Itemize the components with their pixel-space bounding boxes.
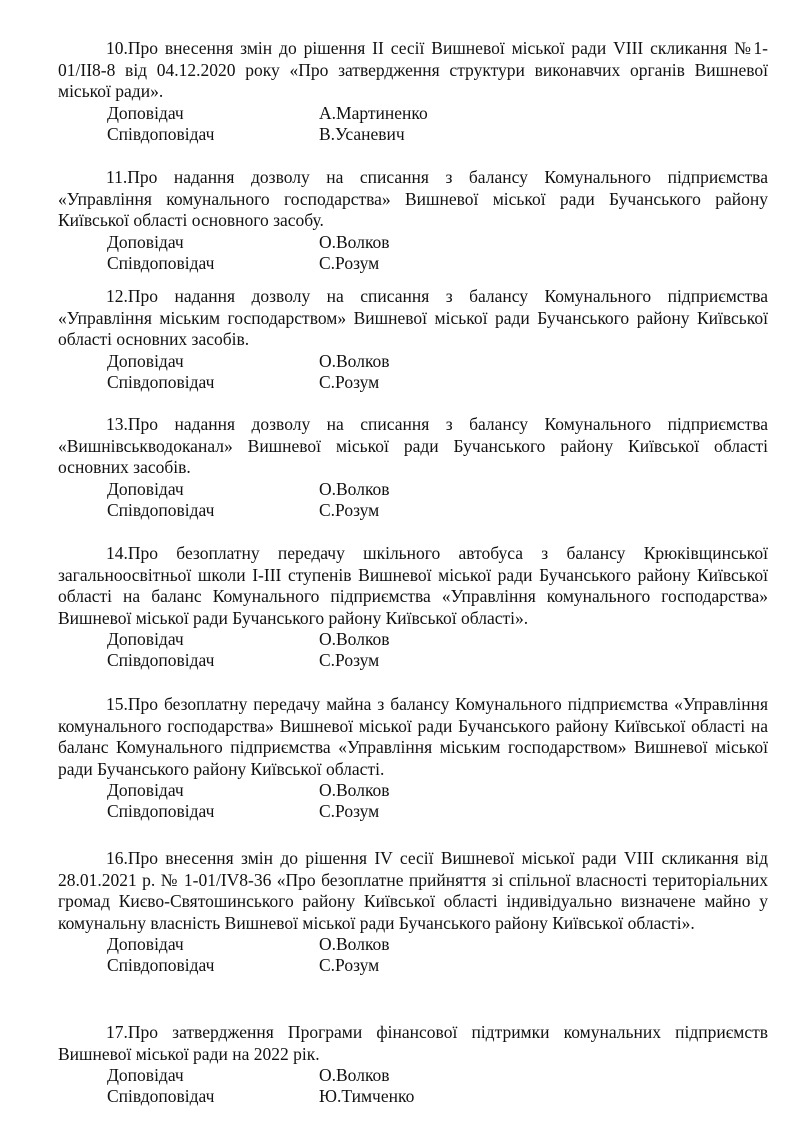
- coreporter-label: Співдоповідач: [107, 371, 215, 392]
- coreporter-row: [107, 500, 768, 521]
- coreporter-name: Ю.Тимченко: [319, 1086, 415, 1106]
- reporter-label: Доповідач: [107, 478, 184, 499]
- reporter-row: [107, 780, 768, 801]
- agenda-item-text: 12.Про надання дозволу на списання з балансу Комунального підприємства «Управління міським господарством» Вишневої міської ради Бучанського району Київської області основних засобів.: [58, 286, 768, 349]
- agenda-item-13: [58, 414, 768, 521]
- coreporter-name: С.Розум: [319, 371, 380, 392]
- reporter-row: [107, 1065, 768, 1086]
- coreporter-row: [107, 124, 768, 145]
- reporter-row: [107, 103, 768, 124]
- coreporter-row: [107, 650, 768, 671]
- reporter-name: О.Волков: [319, 934, 390, 954]
- reporter-row: [107, 934, 768, 955]
- reporter-row: [107, 629, 768, 650]
- reporter-label: Доповідач: [107, 1065, 184, 1085]
- reporter-name: О.Волков: [319, 231, 390, 252]
- reporter-label: Доповідач: [107, 102, 184, 123]
- reporter-label: Доповідач: [107, 629, 184, 649]
- coreporter-label: Співдоповідач: [107, 252, 215, 273]
- reporter-row: [107, 232, 768, 253]
- reporter-label: Доповідач: [107, 350, 184, 371]
- reporter-label: Доповідач: [107, 231, 184, 252]
- agenda-item-15: [58, 694, 768, 822]
- agenda-item-14: [58, 543, 768, 671]
- reporter-name: О.Волков: [319, 478, 390, 499]
- agenda-item-11: [58, 167, 768, 274]
- coreporter-label: Співдоповідач: [107, 123, 215, 144]
- coreporter-row: [107, 253, 768, 274]
- agenda-item-10: [58, 38, 768, 145]
- coreporter-name: С.Розум: [319, 650, 380, 670]
- agenda-item-text: 11.Про надання дозволу на списання з балансу Комунального підприємства «Управління комунального господарства» Вишневої міської ради Бучанського району Київської області основного засобу.: [58, 167, 768, 230]
- coreporter-name: С.Розум: [319, 955, 380, 975]
- agenda-item-text: 14.Про безоплатну передачу шкільного автобуса з балансу Крюківщинської загальноосвітньої школи I-III ступенів Вишневої міської ради Бучанського району Київської області на баланс Комунального підприємства «Управління комунального господарства» Вишневої міської ради Бучанського району Київської області».: [58, 543, 768, 628]
- coreporter-label: Співдоповідач: [107, 955, 215, 975]
- coreporter-name: В.Усаневич: [319, 123, 405, 144]
- coreporter-name: С.Розум: [319, 252, 380, 273]
- reporter-row: [107, 479, 768, 500]
- agenda-item-12: [58, 286, 768, 393]
- coreporter-row: [107, 1086, 768, 1107]
- coreporter-name: С.Розум: [319, 499, 380, 520]
- agenda-item-text: 16.Про внесення змін до рішення IV сесії Вишневої міської ради VIII скликання від 28.01.2021 р. № 1-01/IV8-36 «Про безоплатне прийняття зі спільної власності територіальних громад Києво-Святошинського району Київської області індивідуально визначене майно у комунальну власність Вишневої міської ради Бучанського району Київської області».: [58, 848, 768, 933]
- agenda-item-text: 17.Про затвердження Програми фінансової підтримки комунальних підприємств Вишневої міської ради на 2022 рік.: [58, 1022, 768, 1064]
- coreporter-label: Співдоповідач: [107, 499, 215, 520]
- coreporter-label: Співдоповідач: [107, 801, 215, 821]
- coreporter-name: С.Розум: [319, 801, 380, 821]
- reporter-name: О.Волков: [319, 629, 390, 649]
- reporter-label: Доповідач: [107, 934, 184, 954]
- coreporter-label: Співдоповідач: [107, 650, 215, 670]
- coreporter-row: [107, 801, 768, 822]
- agenda-item-text: 10.Про внесення змін до рішення II сесії Вишневої міської ради VIII скликання №1-01/II8-8 від 04.12.2020 року «Про затвердження структури виконавчих органів Вишневої міської ради».: [58, 38, 768, 101]
- reporter-name: О.Волков: [319, 1065, 390, 1085]
- coreporter-row: [107, 955, 768, 976]
- agenda-item-16: [58, 848, 768, 976]
- agenda-item-text: 13.Про надання дозволу на списання з балансу Комунального підприємства «Вишнівськводоканал» Вишневої міської ради Бучанського району Київської області основних засобів.: [58, 414, 768, 477]
- reporter-name: О.Волков: [319, 780, 390, 800]
- reporter-row: [107, 351, 768, 372]
- agenda-item-text: 15.Про безоплатну передачу майна з балансу Комунального підприємства «Управління комунального господарства» Вишневої міської ради Бучанського району Київської області на баланс Комунального підприємства «Управління міським господарством» Вишневої міської ради Бучанського району Київської області.: [58, 694, 768, 779]
- reporter-name: О.Волков: [319, 350, 390, 371]
- reporter-name: А.Мартиненко: [319, 102, 428, 123]
- agenda-item-17: [58, 1022, 768, 1107]
- reporter-label: Доповідач: [107, 780, 184, 800]
- coreporter-label: Співдоповідач: [107, 1086, 215, 1106]
- coreporter-row: [107, 372, 768, 393]
